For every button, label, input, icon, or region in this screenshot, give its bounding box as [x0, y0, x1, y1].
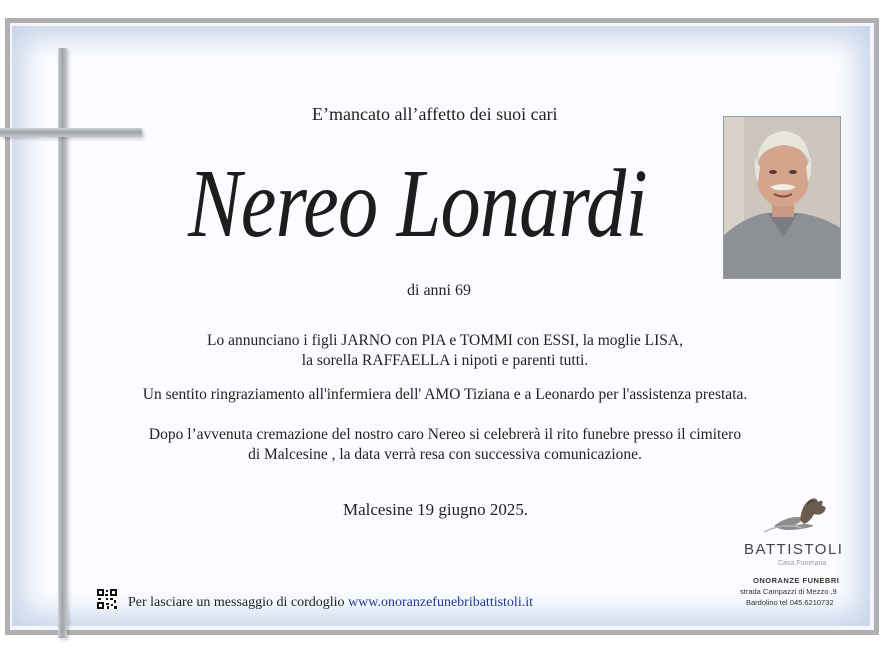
qr-code-icon[interactable]: [97, 589, 117, 609]
announcement-line-1: Lo annunciano i figli JARNO con PIA e TOMMI con ESSI, la moglie LISA,: [206, 332, 683, 349]
announcement-line-2: la sorella RAFFAELLA i nipoti e parenti tutti.: [301, 352, 589, 369]
thanks-text: Un sentito ringraziamento all'infermiera dell' AMO Tiziana e a Leonardo per l'assistenza prestata.: [142, 386, 748, 403]
condolence-message: [128, 595, 533, 611]
funeral-home-address: strada Campazzi di Mezzo ,9: [740, 587, 837, 596]
age-text: di anni 69: [407, 282, 471, 299]
funeral-home-logo-icon: [744, 492, 854, 540]
intro-text: E’mancato all’affetto dei suoi cari: [312, 104, 558, 124]
portrait-photo: [723, 116, 841, 279]
deceased-name: Nereo Lonardi: [188, 150, 647, 258]
announcement: [0, 331, 890, 371]
place-date: Malcesine 19 giugno 2025.: [343, 500, 529, 519]
ceremony-line-2: di Malcesine , la data verrà resa con successiva comunicazione.: [248, 446, 642, 463]
funeral-home-brand: BATTISTOLI: [744, 541, 844, 558]
funeral-home-service: ONORANZE FUNEBRI: [753, 576, 840, 585]
ceremony-text: [0, 425, 890, 465]
funeral-home-city-phone: Bardolino tel 045.6210732: [746, 598, 834, 607]
ceremony-line-1: Dopo l’avvenuta cremazione del nostro caro Nereo si celebrerà il rito funebre presso il cimitero: [148, 426, 742, 443]
website-link[interactable]: www.onoranzefunebribattistoli.it: [348, 595, 533, 610]
condolence-text: Per lasciare un messaggio di cordoglio: [128, 595, 349, 610]
cross-horizontal-bar: [0, 128, 142, 137]
funeral-home-subtitle: Casa Funeraria: [778, 560, 827, 567]
